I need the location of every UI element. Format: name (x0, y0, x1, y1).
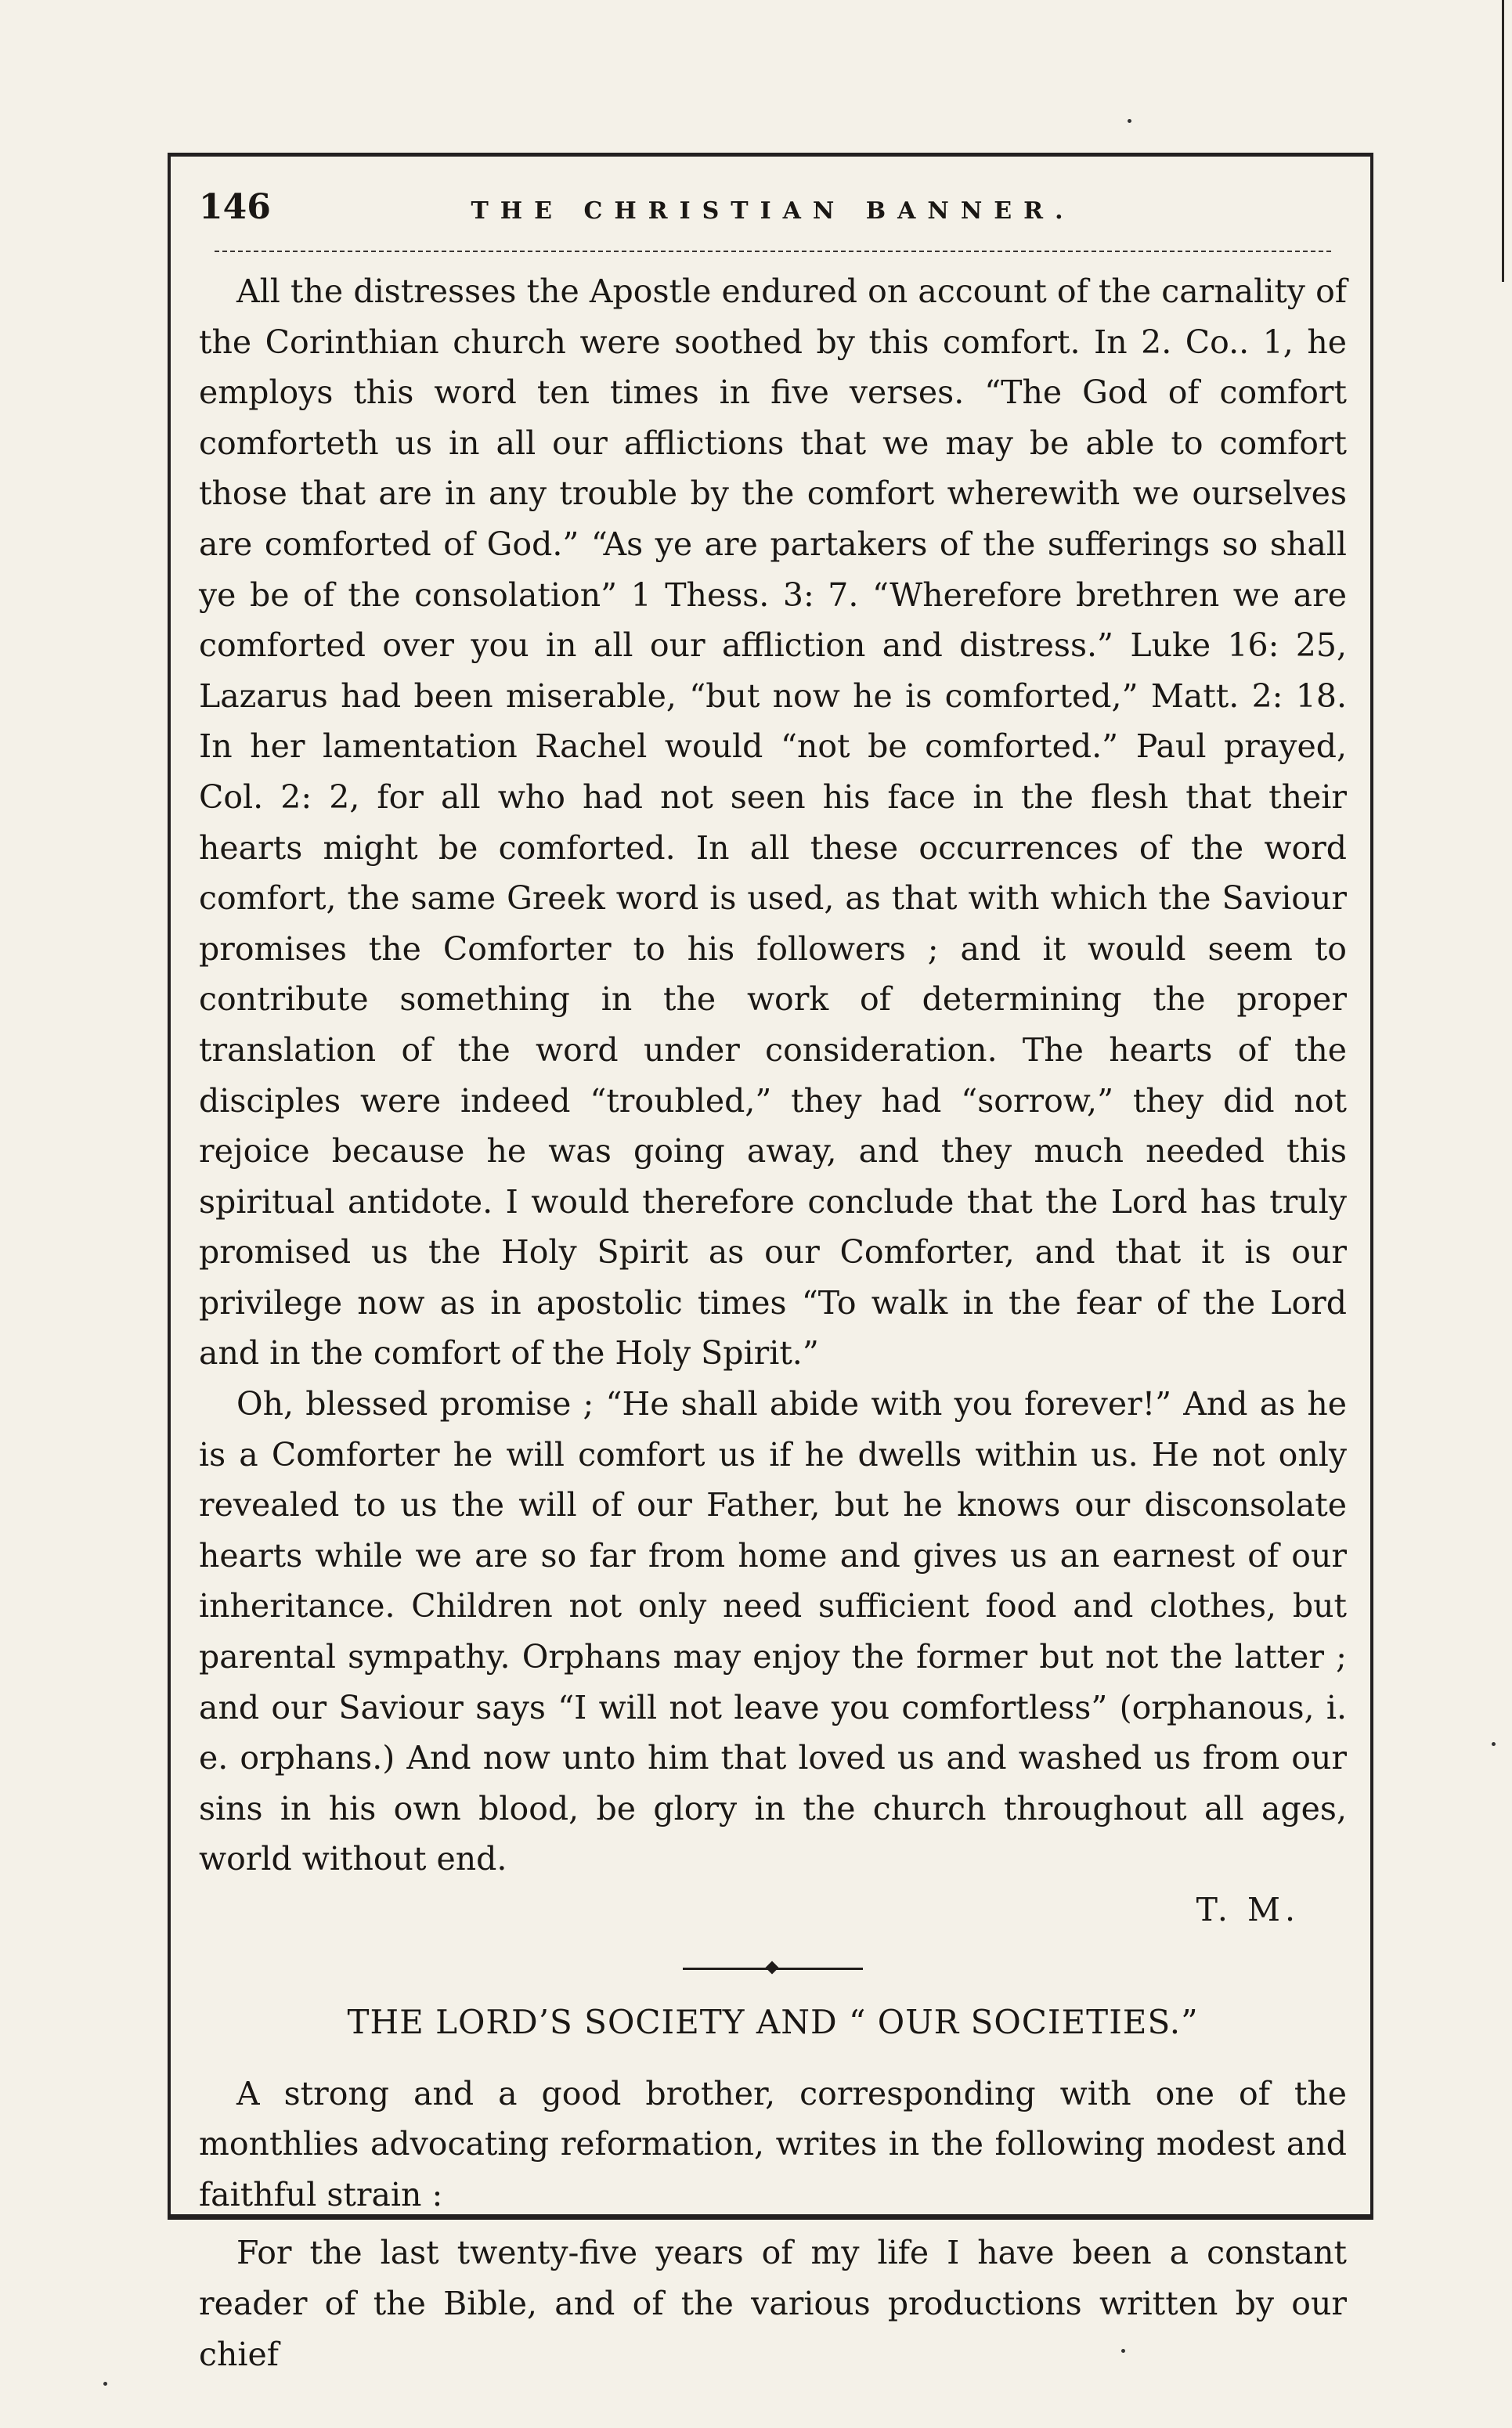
article-paragraph: All the distresses the Apostle endured on account of the carnality of the Corinthian church were soothed by this comfort. In 2. Co.. 1, he employs this word ten times in five verses. “The God of comfort comforteth us in all our afflictions that we may be able to comfort those that are in any trouble by the comfort wherewith we ourselves are comforted of God.” “As ye are partakers of the sufferings so shall ye be of the consolation” 1 Thess. 3: 7. “Wherefore brethren we are comforted over you in all our affliction and distress.” Luke 16: 25, Lazarus had been miserable, “but now he is comforted,” Matt. 2: 18. In her lamentation Rachel would “not be comforted.” Paul prayed, Col. 2: 2, for all who had not seen his face in the flesh that their hearts might be comforted. In all these occurrences of the word comfort, the same Greek word is used, as that with which the Saviour promises the Comforter to his followers ; and it would seem to contribute something in the work of determining the proper translation of the word under consideration. The hearts of the disciples were indeed “troubled,” they had “sorrow,” they did not rejoice because he was going away, and they much needed this spiritual antidote. I would therefore conclude that the Lord has truly promised us the Holy Spirit as our Comforter, and that it is our privilege now as in apostolic times “To walk in the fear of the Lord and in the comfort of the Holy Spirit.” (199, 272, 1347, 1373)
ink-speck (1128, 119, 1131, 123)
section-divider (683, 1953, 863, 1984)
ink-speck (1492, 1742, 1496, 1746)
header-rule (215, 251, 1331, 252)
section-title: THE LORD’S SOCIETY AND “ OUR SOCIETIES.” (347, 2002, 1199, 2041)
divider-ornament-icon (766, 1961, 779, 1974)
ink-speck (103, 2382, 107, 2386)
page-content (199, 172, 1347, 2379)
article-paragraph: Oh, blessed promise ; “He shall abide with you forever!” And as he is a Comforter he will comfort us if he dwells within us. He not only revealed to us the will of our Father, but he knows our disconsolate hearts while we are so far from home and gives us an earnest of our inheritance. Children not only need sufficient food and clothes, but parental sympathy. Orphans may enjoy the former but not the latter ; and our Saviour says “I will not leave you comfortless” (orphanous, i. e. orphans.) And now unto him that loved us and washed us from our sins in his own blood, be glory in the church throughout all ages, world without end. (199, 1385, 1347, 1878)
outer-margin-rule (1502, 0, 1504, 282)
signoff (199, 1885, 1347, 1936)
author-initials: T. M. (1196, 1891, 1300, 1928)
article-paragraph: A strong and a good brother, corresponding with one of the monthlies advocating reformation, writes in the following modest and faithful strain : (199, 2074, 1347, 2213)
article-paragraph: For the last twenty-five years of my life I have been a constant reader of the Bible, and of the various productions written by our chief (199, 2234, 1347, 2373)
page-number: 146 (199, 187, 271, 227)
running-head: THE CHRISTIAN BANNER. (471, 197, 1075, 225)
page-header (199, 172, 1347, 243)
